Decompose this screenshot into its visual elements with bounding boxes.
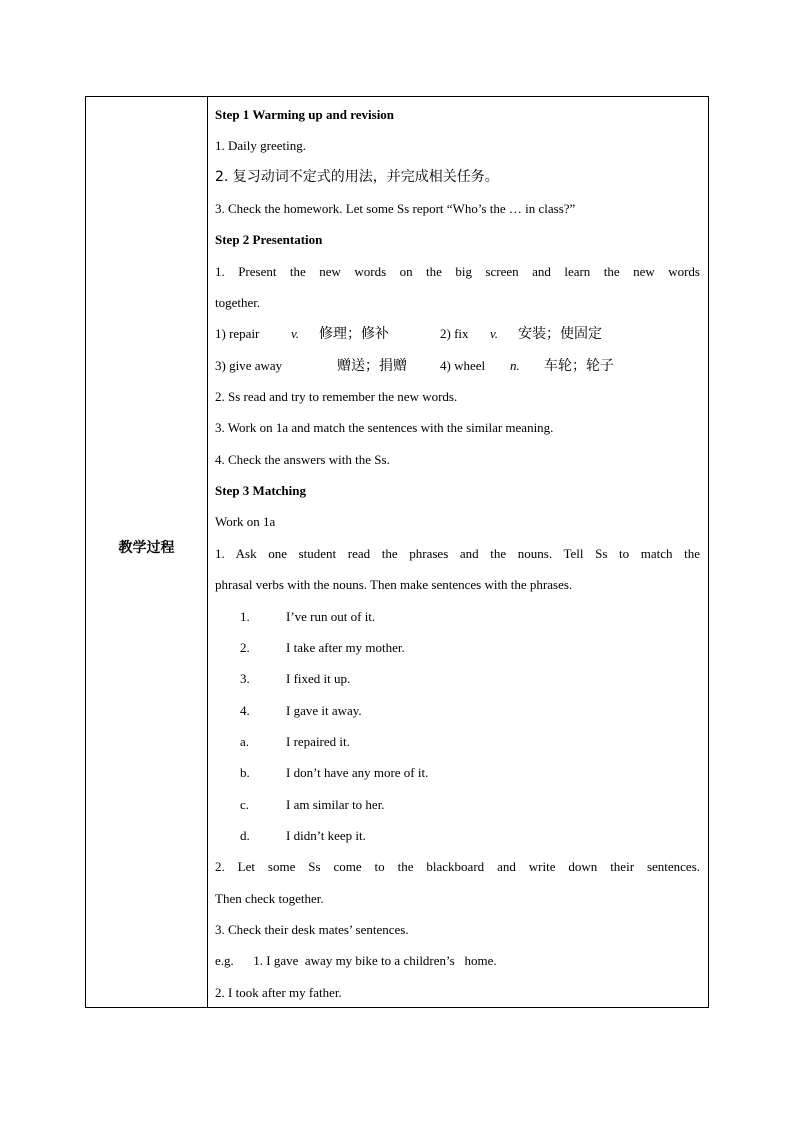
list-item-text: I am similar to her.	[286, 796, 385, 812]
list-item-text: I’ve run out of it.	[286, 608, 376, 624]
example-line: e.g. 1. I gave away my bike to a children’s home.	[215, 953, 497, 969]
step1-line2: 2. 复习动词不定式的用法，并完成相关任务。	[215, 168, 499, 185]
vocab-meaning: 赠送；捐赠	[337, 357, 407, 374]
vocab-pos: v.	[291, 326, 300, 342]
step3-line3: 3. Check their desk mates’ sentences.	[215, 921, 409, 937]
vocab-word: 1) repair	[215, 326, 260, 342]
vocab-row-2	[215, 350, 700, 381]
step2-line1a: 1. Present the new words on the big screen and learn the new words	[215, 263, 700, 279]
list-item	[215, 820, 700, 851]
step1-title: Step 1 Warming up and revision	[215, 107, 395, 122]
step1-line1: 1. Daily greeting.	[215, 138, 306, 154]
lesson-table	[85, 96, 709, 1008]
vocab-row-1	[215, 318, 700, 349]
list-item-number: 4.	[240, 702, 250, 718]
list-item-number: 2.	[240, 639, 250, 655]
list-item-text: I don’t have any more of it.	[286, 765, 429, 781]
step3-line2a: 2. Let some Ss come to the blackboard and write down their sentences.	[215, 859, 700, 875]
list-item	[215, 632, 700, 663]
lesson-content	[215, 99, 700, 1008]
list-item	[215, 695, 700, 726]
vocab-pos: n.	[510, 357, 520, 373]
list-item	[215, 789, 700, 820]
step3-subtitle: Work on 1a	[215, 514, 276, 530]
vocab-pos: v.	[490, 326, 499, 342]
column-divider	[207, 97, 208, 1007]
step3-line4: 2. I took after my father.	[215, 984, 342, 1000]
list-item-number: 3.	[240, 671, 250, 687]
vocab-word: 3) give away	[215, 357, 283, 373]
step2-line1b: together.	[215, 295, 261, 311]
vocab-word: 2) fix	[440, 326, 469, 342]
vocab-word: 4) wheel	[440, 357, 486, 373]
list-item	[215, 726, 700, 757]
step3-title: Step 3 Matching	[215, 483, 306, 499]
list-item-number: 1.	[240, 608, 250, 624]
step3-line2b: Then check together.	[215, 890, 324, 906]
vocab-meaning: 安装；使固定	[518, 326, 602, 343]
list-item-text: I repaired it.	[286, 733, 350, 749]
list-item-number: a.	[240, 733, 250, 749]
list-item	[215, 663, 700, 694]
step2-line2: 2. Ss read and try to remember the new words.	[215, 389, 458, 405]
step3-line1b: phrasal verbs with the nouns. Then make sentences with the phrases.	[215, 577, 573, 593]
list-item-text: I take after my mother.	[286, 639, 405, 655]
list-item	[215, 757, 700, 788]
step2-line4: 4. Check the answers with the Ss.	[215, 451, 390, 467]
step2-title: Step 2 Presentation	[215, 232, 323, 248]
list-item-number: d.	[240, 827, 250, 843]
teaching-process-label: 教学过程	[118, 540, 175, 556]
list-item-number: b.	[240, 765, 250, 781]
step3-line1a: 1. Ask one student read the phrases and the nouns. Tell Ss to match the	[215, 545, 700, 561]
list-item-text: I fixed it up.	[286, 671, 351, 687]
list-item-text: I gave it away.	[286, 702, 362, 718]
step1-line3: 3. Check the homework. Let some Ss report “Who’s the … in class?”	[215, 201, 576, 217]
list-item-text: I didn’t keep it.	[286, 827, 366, 843]
list-item-number: c.	[240, 796, 250, 812]
vocab-meaning: 车轮；轮子	[544, 357, 614, 374]
step2-line3: 3. Work on 1a and match the sentences with the similar meaning.	[215, 420, 554, 436]
vocab-meaning: 修理；修补	[319, 326, 389, 343]
list-item	[215, 601, 700, 632]
